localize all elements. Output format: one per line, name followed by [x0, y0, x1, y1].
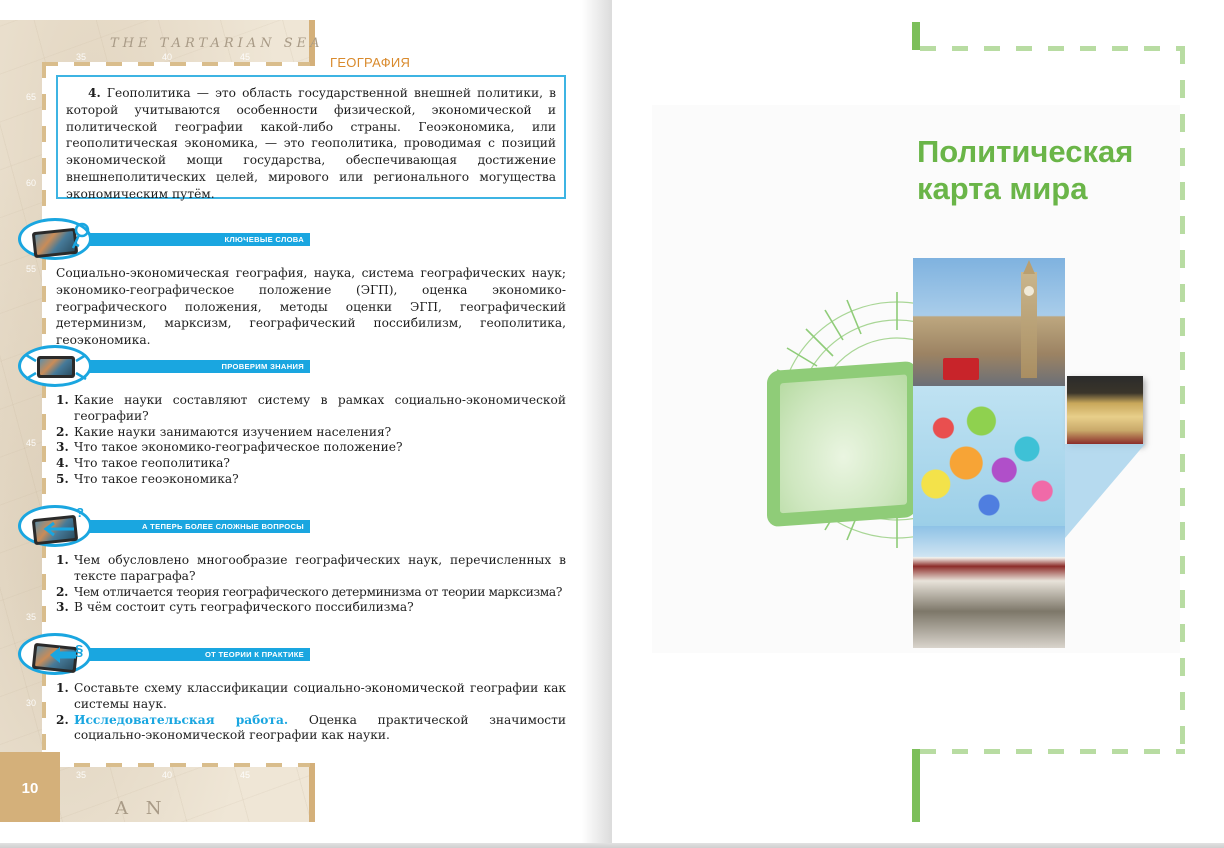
photo-royal-ceremony: [1067, 376, 1143, 444]
latitude-label: 35: [26, 612, 37, 622]
section-header-check-knowledge: [18, 345, 313, 385]
latitude-label: 35: [76, 52, 87, 62]
question-item: 5. Что такое геоэкономика?: [56, 471, 239, 486]
big-ben-shape: [1021, 272, 1037, 378]
map-bottom-caption: A N: [115, 798, 168, 819]
key-words-text: Социально-экономическая география, наука, система географических наук; экономико-географическое положение (ЭГП), оценка экономико-географического положения, методы оценки ЭГП, географический детерминизм, марксизм, географический поссибилизм, геополитика, геоэкономика.: [56, 266, 566, 348]
latitude-label: 45: [240, 770, 251, 780]
frame-dash-top: [920, 46, 1185, 51]
red-bus-shape: [943, 358, 979, 380]
page-number: 10: [21, 780, 39, 797]
frame-bar-bottom: [912, 749, 920, 822]
political-map-image: [913, 386, 1065, 526]
spine-shadow: [582, 0, 612, 843]
section-banner: [78, 360, 310, 373]
photo-potala-palace: [913, 526, 1065, 648]
question-item: 4. Что такое геополитика?: [56, 456, 230, 471]
definition-box: [56, 75, 566, 199]
task-item: 1. Составьте схему классификации социально-экономической географии как системы наук.: [56, 681, 566, 711]
green-tablet-graphic: [767, 361, 917, 527]
question-item: 2. Чем отличается теория географического детерминизма от теории марксизма?: [56, 584, 563, 599]
arrow-left-icon: [42, 521, 76, 537]
latitude-label: 55: [26, 264, 37, 274]
research-work-label: Исследовательская работа.: [74, 712, 289, 727]
photo-london: [913, 258, 1065, 386]
section-header-key-words: [18, 218, 313, 258]
question-mark-icon: ?: [76, 505, 84, 520]
right-page: [612, 0, 1224, 843]
theory-practice-list: [56, 681, 566, 744]
latitude-label: 45: [26, 438, 37, 448]
latitude-label: 40: [162, 770, 173, 780]
section-banner: [78, 648, 310, 661]
section-header-harder-questions: [18, 505, 313, 545]
section-header-theory-to-practice: [18, 633, 313, 673]
frame-dash-right: [1180, 46, 1185, 757]
section-banner: [78, 520, 310, 533]
latitude-label: 65: [26, 92, 37, 102]
question-item: 1. Какие науки составляют систему в рамках социально-экономической географии?: [56, 393, 566, 423]
map-fold-wedge: [1065, 444, 1145, 538]
section-title: А ТЕПЕРЬ БОЛЕЕ СЛОЖНЫЕ ВОПРОСЫ: [141, 522, 304, 531]
frame-bar-top: [912, 22, 920, 50]
frame-dash-bottom: [920, 749, 1185, 754]
latitude-label: 35: [76, 770, 87, 780]
harder-questions-list: [56, 553, 566, 616]
question-item: 3. В чём состоит суть географического поссибилизма?: [56, 600, 414, 615]
question-item: 2. Какие науки занимаются изучением населения?: [56, 424, 392, 439]
arrow-left-icon: [48, 645, 78, 665]
section-banner: [78, 233, 310, 246]
definition-number: 4.: [88, 86, 101, 100]
section-title: ОТ ТЕОРИИ К ПРАКТИКЕ: [204, 650, 304, 659]
key-icon: [70, 222, 90, 252]
latitude-label: 40: [162, 52, 173, 62]
page-bottom-edge: [0, 843, 1224, 848]
definition-text: [66, 85, 556, 203]
chapter-title: [917, 133, 1177, 207]
latitude-label: 45: [240, 52, 251, 62]
arrows-in-icon: [22, 349, 90, 385]
section-sign-icon: §: [75, 642, 84, 659]
check-knowledge-list: [56, 393, 566, 488]
chapter-title-line: Политическая: [917, 134, 1134, 169]
question-item: 1. Чем обусловлено многообразие географических наук, перечисленных в тексте параграфа?: [56, 553, 566, 583]
chapter-title-line: карта мира: [917, 171, 1088, 206]
photo-collage: [913, 258, 1065, 648]
left-page: [0, 0, 612, 843]
definition-body: Геополитика — это область государственной внешней политики, в которой учитываются особенности физической, экономической и политической географии какой-либо страны. Геоэкономика, или геополитическая экономика, — это геополитика, проводимая с позиций экономической мощи государства, обеспечивающая достижение внешнеполитических целей, мирового или регионального могущества экономическим путём.: [66, 86, 557, 201]
latitude-label: 30: [26, 698, 37, 708]
task-item: 2. Исследовательская работа. Оценка практической значимости социально-экономической географии как науки.: [56, 712, 566, 743]
question-item: 3. Что такое экономико-географическое положение?: [56, 440, 403, 455]
section-title: КЛЮЧЕВЫЕ СЛОВА: [224, 235, 304, 244]
section-title: ПРОВЕРИМ ЗНАНИЯ: [221, 362, 304, 371]
latitude-label: 60: [26, 178, 37, 188]
map-caption: THE TARTARIAN SEA: [110, 36, 324, 51]
running-head: ГЕОГРАФИЯ: [330, 55, 411, 70]
